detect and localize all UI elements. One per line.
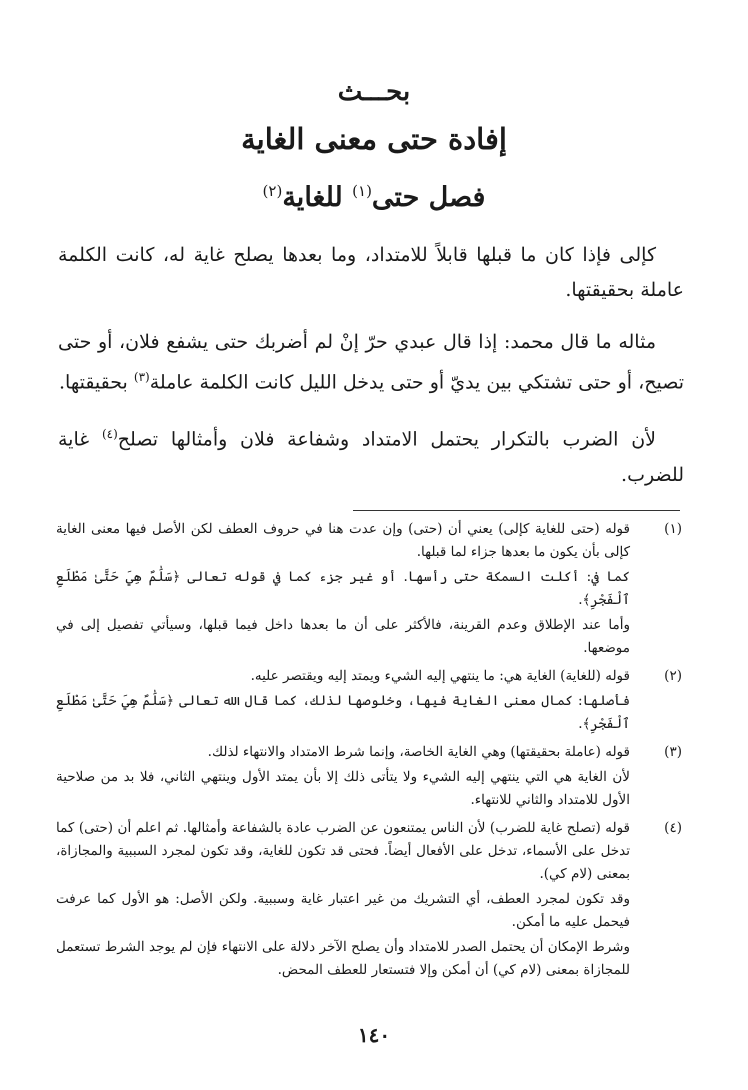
footnote-paragraph: فأصلها: كمال معنى الغاية فيها، وخلوصها لذلك، كما قال الله تعالى ﴿سَلَٰمٌ هِيَ حَتَّىٰ مَطْلَعِ ٱلْفَجْرِ﴾.	[56, 693, 630, 732]
paragraph-3-tail: غاية للضرب.	[58, 428, 684, 486]
footnote-body	[56, 817, 630, 984]
paragraph-3	[58, 417, 684, 492]
footnotes	[56, 518, 682, 987]
footnote-paragraph: وأما عند الإطلاق وعدم القرينة، فالأكثر على أن ما بعدها داخل فيما قبلها، وسيأتي تفصيل إلى في موضعها.	[56, 617, 630, 656]
paragraph-3-text: لأن الضرب بالتكرار يحتمل الامتداد وشفاعة فلان وأمثالها تصلح	[117, 428, 656, 451]
footnote-paragraph: وشرط الإمكان أن يحتمل الصدر للامتداد وأن يصلح الآخر دلالة على الانتهاء فإن لم يوجد الشرط تستعمل للمجازاة بمعنى (لام كي) أن أمكن وإلا فتستعار للعطف المحض.	[56, 939, 630, 978]
section-label: بحـــث	[337, 77, 411, 107]
footnote-ref-2[interactable]: (٢)	[262, 182, 283, 200]
chapter-heading	[0, 166, 748, 223]
footnote-paragraph: قوله (عاملة بحقيقتها) وهي الغاية الخاصة، وإنما شرط الامتداد والانتهاء لذلك.	[207, 744, 630, 760]
footnote-ref-4[interactable]: (٤)	[101, 427, 118, 442]
footnote-ref-1[interactable]: (١)	[352, 182, 372, 200]
footnote-3	[56, 741, 682, 814]
paragraph-1: كإلى فإذا كان ما قبلها قابلاً للامتداد، وما بعدها يصلح غاية له، كانت الكلمة عاملة بحقيقتها.	[58, 244, 684, 301]
page-number: ١٤٠	[357, 1023, 391, 1047]
footnote-divider	[353, 510, 680, 511]
paragraph-2-text: مثاله ما قال محمد: إذا قال عبدي حرّ إنْ لم أضربك حتى يشفع فلان، أو حتى تصيح، أو حتى تشتكي بين يديّ أو حتى يدخل الليل كانت الكلمة عاملة	[58, 331, 684, 394]
paragraph-2	[58, 325, 684, 400]
footnote-2	[56, 665, 682, 738]
footnote-paragraph: قوله (تصلح غاية للضرب) لأن الناس يمتنعون عن الضرب عادة بالشفاعة وأمثالها. ثم اعلم أن (حتى) كما تدخل على الأسماء، تدخل على الأفعال أيضاً. فحتى قد تكون للغاية، وقد تكون لمجرد السببية والمجازاة، بمعنى (لام كي).	[56, 820, 630, 882]
footnote-paragraph: وقد تكون لمجرد العطف، أي التشريك من غير اعتبار غاية وسببية. ولكن الأصل: هو الأول كما عرفت فيحمل عليه ما أمكن.	[56, 891, 630, 930]
footnote-paragraph: كما في: أكلت السمكة حتى رأسها. أو غير جزء كما في قوله تعالى ﴿سَلَٰمٌ هِيَ حَتَّىٰ مَطْلَعِ ٱلْفَجْرِ﴾.	[56, 569, 630, 608]
footnote-paragraph: قوله (للغاية) الغاية هي: ما ينتهي إليه الشيء ويمتد إليه ويقتصر عليه.	[250, 668, 630, 684]
footnote-number: (٢)	[664, 668, 682, 684]
footnote-paragraph: قوله (حتى للغاية كإلى) يعني أن (حتى) وإن عدت هنا في حروف العطف لكن الأصل فيها معنى الغاية كإلى بأن يكون ما بعدها جزاء لما قبلها.	[56, 521, 630, 560]
footnote-body	[56, 518, 630, 662]
footnote-1	[56, 518, 682, 662]
main-text	[58, 238, 684, 510]
footnote-body	[56, 741, 630, 814]
paragraph-2-tail: بحقيقتها.	[59, 371, 134, 394]
chapter-heading-tail: للغاية	[282, 182, 353, 213]
footnote-body	[56, 665, 630, 738]
heading-block	[0, 72, 748, 223]
footnote-number: (١)	[664, 521, 682, 537]
footnote-ref-3[interactable]: (٣)	[133, 370, 150, 384]
footnote-number: (٣)	[664, 744, 682, 760]
footnote-4	[56, 817, 682, 984]
page-title: إفادة حتى معنى الغاية	[241, 122, 507, 156]
footnote-number: (٤)	[664, 820, 682, 836]
chapter-heading-text: فصل حتى	[371, 182, 486, 213]
footnote-paragraph: لأن الغاية هي التي ينتهي إليه الشيء ولا يتأتى ذلك إلا بأن يمتد الأول وينتهي الثاني، فلا بد من صلاحية الأول للامتداد والثاني للانتهاء.	[56, 769, 630, 808]
